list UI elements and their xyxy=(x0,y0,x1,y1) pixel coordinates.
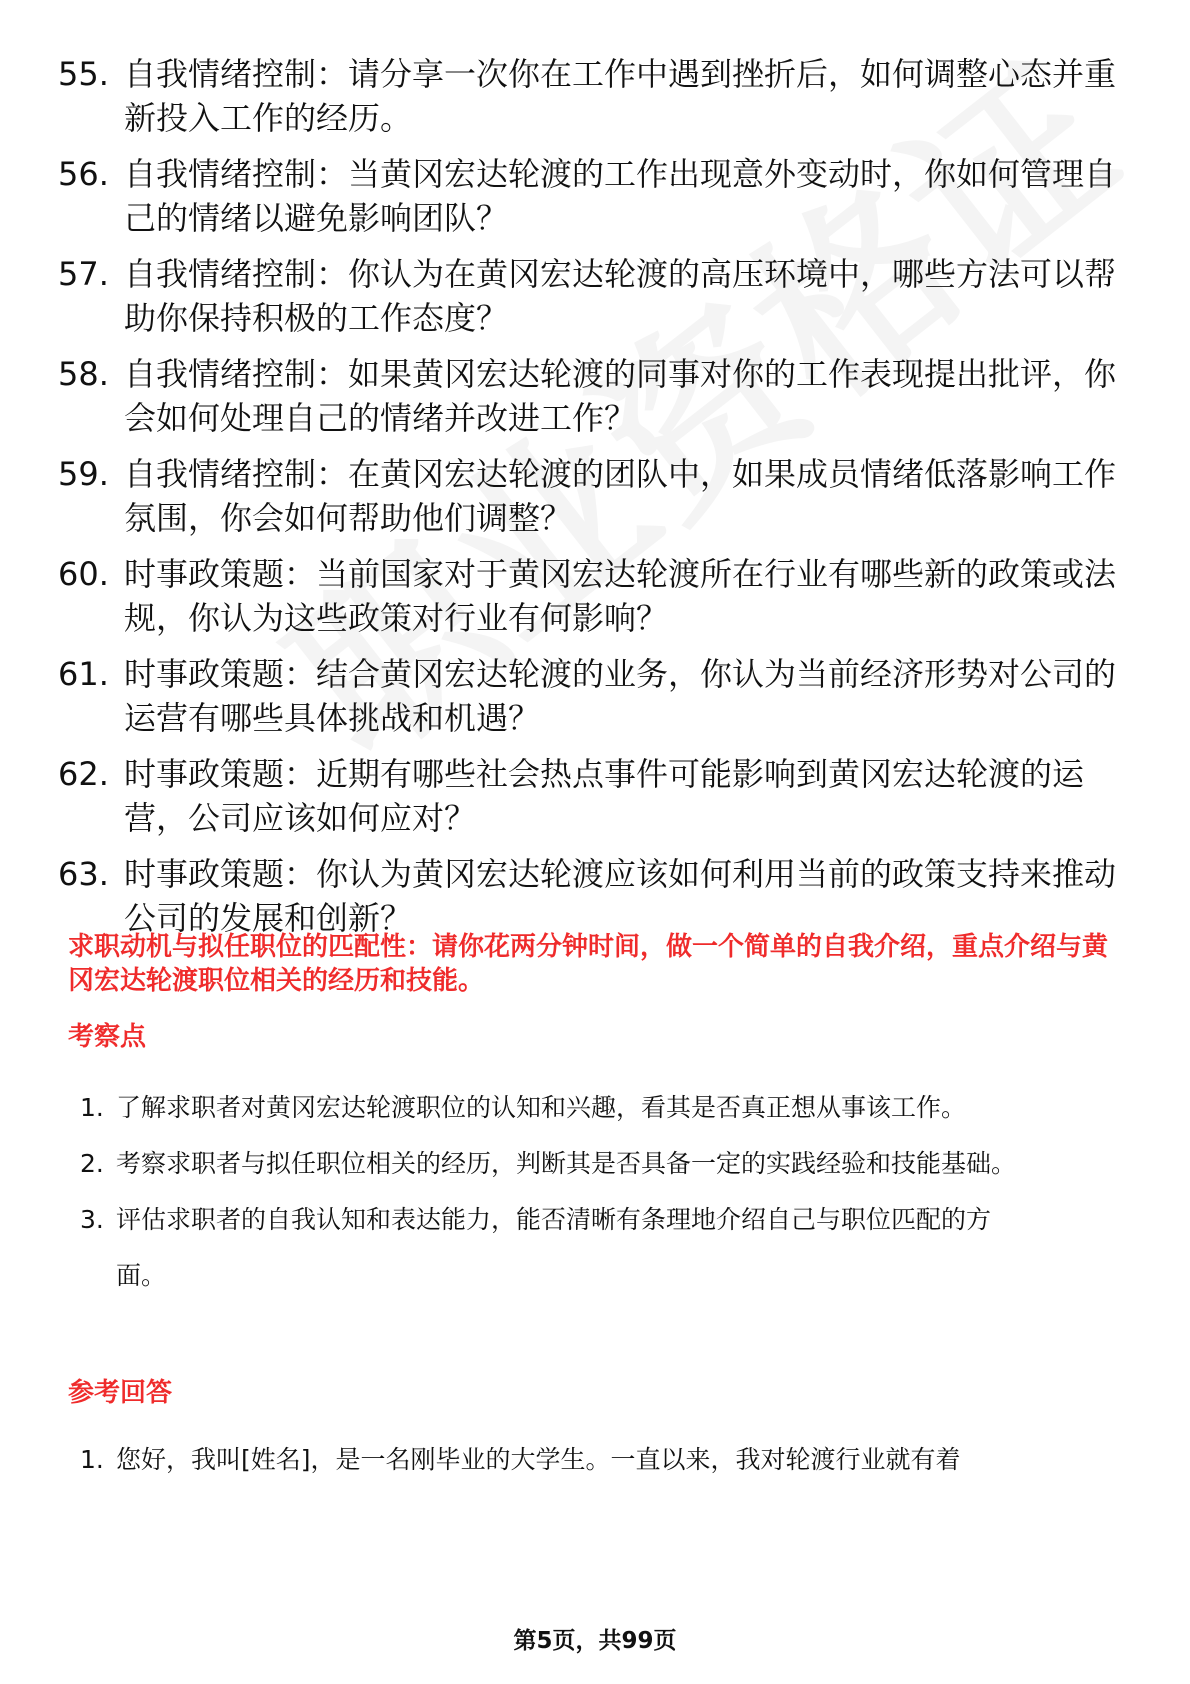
examine-point-number: 1. xyxy=(80,1093,104,1122)
reference-answer-item xyxy=(80,1432,1040,1488)
examine-point-number: 2. xyxy=(80,1149,104,1178)
examine-point-item xyxy=(80,1192,1040,1304)
question-item xyxy=(58,752,1138,840)
question-number: 60. xyxy=(58,555,109,593)
question-number: 62. xyxy=(58,755,109,793)
question-text: 时事政策题：你认为黄冈宏达轮渡应该如何利用当前的政策支持来推动公司的发展和创新？ xyxy=(124,855,1117,937)
question-item xyxy=(58,252,1138,340)
examine-point-text: 了解求职者对黄冈宏达轮渡职位的认知和兴趣，看其是否真正想从事该工作。 xyxy=(116,1093,967,1122)
question-number: 61. xyxy=(58,655,109,693)
question-item xyxy=(58,652,1138,740)
examine-point-item xyxy=(80,1080,1040,1136)
reference-answer-list xyxy=(80,1432,1040,1488)
reference-answer-number: 1. xyxy=(80,1445,104,1474)
question-text: 时事政策题：当前国家对于黄冈宏达轮渡所在行业有哪些新的政策或法规，你认为这些政策对行业有何影响？ xyxy=(124,555,1117,637)
page-number: 第5页，共99页 xyxy=(513,1628,677,1654)
question-item xyxy=(58,552,1138,640)
question-text: 自我情绪控制：如果黄冈宏达轮渡的同事对你的工作表现提出批评，你会如何处理自己的情绪并改进工作？ xyxy=(124,355,1117,437)
question-number: 56. xyxy=(58,155,109,193)
examine-point-number: 3. xyxy=(80,1205,104,1234)
question-list xyxy=(58,52,1138,952)
highlighted-question: 求职动机与拟任职位的匹配性：请你花两分钟时间，做一个简单的自我介绍，重点介绍与黄冈宏达轮渡职位相关的经历和技能。 xyxy=(68,932,1109,996)
question-item xyxy=(58,52,1138,140)
examine-points-title: 考察点 xyxy=(68,1022,147,1052)
reference-answer-title: 参考回答 xyxy=(68,1378,173,1408)
question-text: 时事政策题：结合黄冈宏达轮渡的业务，你认为当前经济形势对公司的运营有哪些具体挑战和机遇？ xyxy=(124,655,1117,737)
question-item xyxy=(58,152,1138,240)
examine-point-item xyxy=(80,1136,1040,1192)
question-item xyxy=(58,452,1138,540)
reference-answer-text: 您好，我叫[姓名]，是一名刚毕业的大学生。一直以来，我对轮渡行业就有着 xyxy=(116,1445,961,1474)
question-number: 55. xyxy=(58,55,109,93)
question-number: 57. xyxy=(58,255,109,293)
examine-points-list xyxy=(80,1080,1040,1304)
question-item xyxy=(58,352,1138,440)
question-text: 自我情绪控制：你认为在黄冈宏达轮渡的高压环境中，哪些方法可以帮助你保持积极的工作态度？ xyxy=(124,255,1117,337)
examine-point-text: 考察求职者与拟任职位相关的经历，判断其是否具备一定的实践经验和技能基础。 xyxy=(116,1149,1017,1178)
question-text: 自我情绪控制：在黄冈宏达轮渡的团队中，如果成员情绪低落影响工作氛围，你会如何帮助他们调整？ xyxy=(124,455,1117,537)
question-text: 自我情绪控制：当黄冈宏达轮渡的工作出现意外变动时，你如何管理自己的情绪以避免影响团队？ xyxy=(124,155,1117,237)
question-number: 63. xyxy=(58,855,109,893)
question-item xyxy=(58,852,1138,940)
question-text: 自我情绪控制：请分享一次你在工作中遇到挫折后，如何调整心态并重新投入工作的经历。 xyxy=(124,55,1117,137)
examine-point-text: 评估求职者的自我认知和表达能力，能否清晰有条理地介绍自己与职位匹配的方面。 xyxy=(116,1205,992,1290)
question-number: 59. xyxy=(58,455,109,493)
question-number: 58. xyxy=(58,355,109,393)
question-text: 时事政策题：近期有哪些社会热点事件可能影响到黄冈宏达轮渡的运营，公司应该如何应对？ xyxy=(124,755,1085,837)
